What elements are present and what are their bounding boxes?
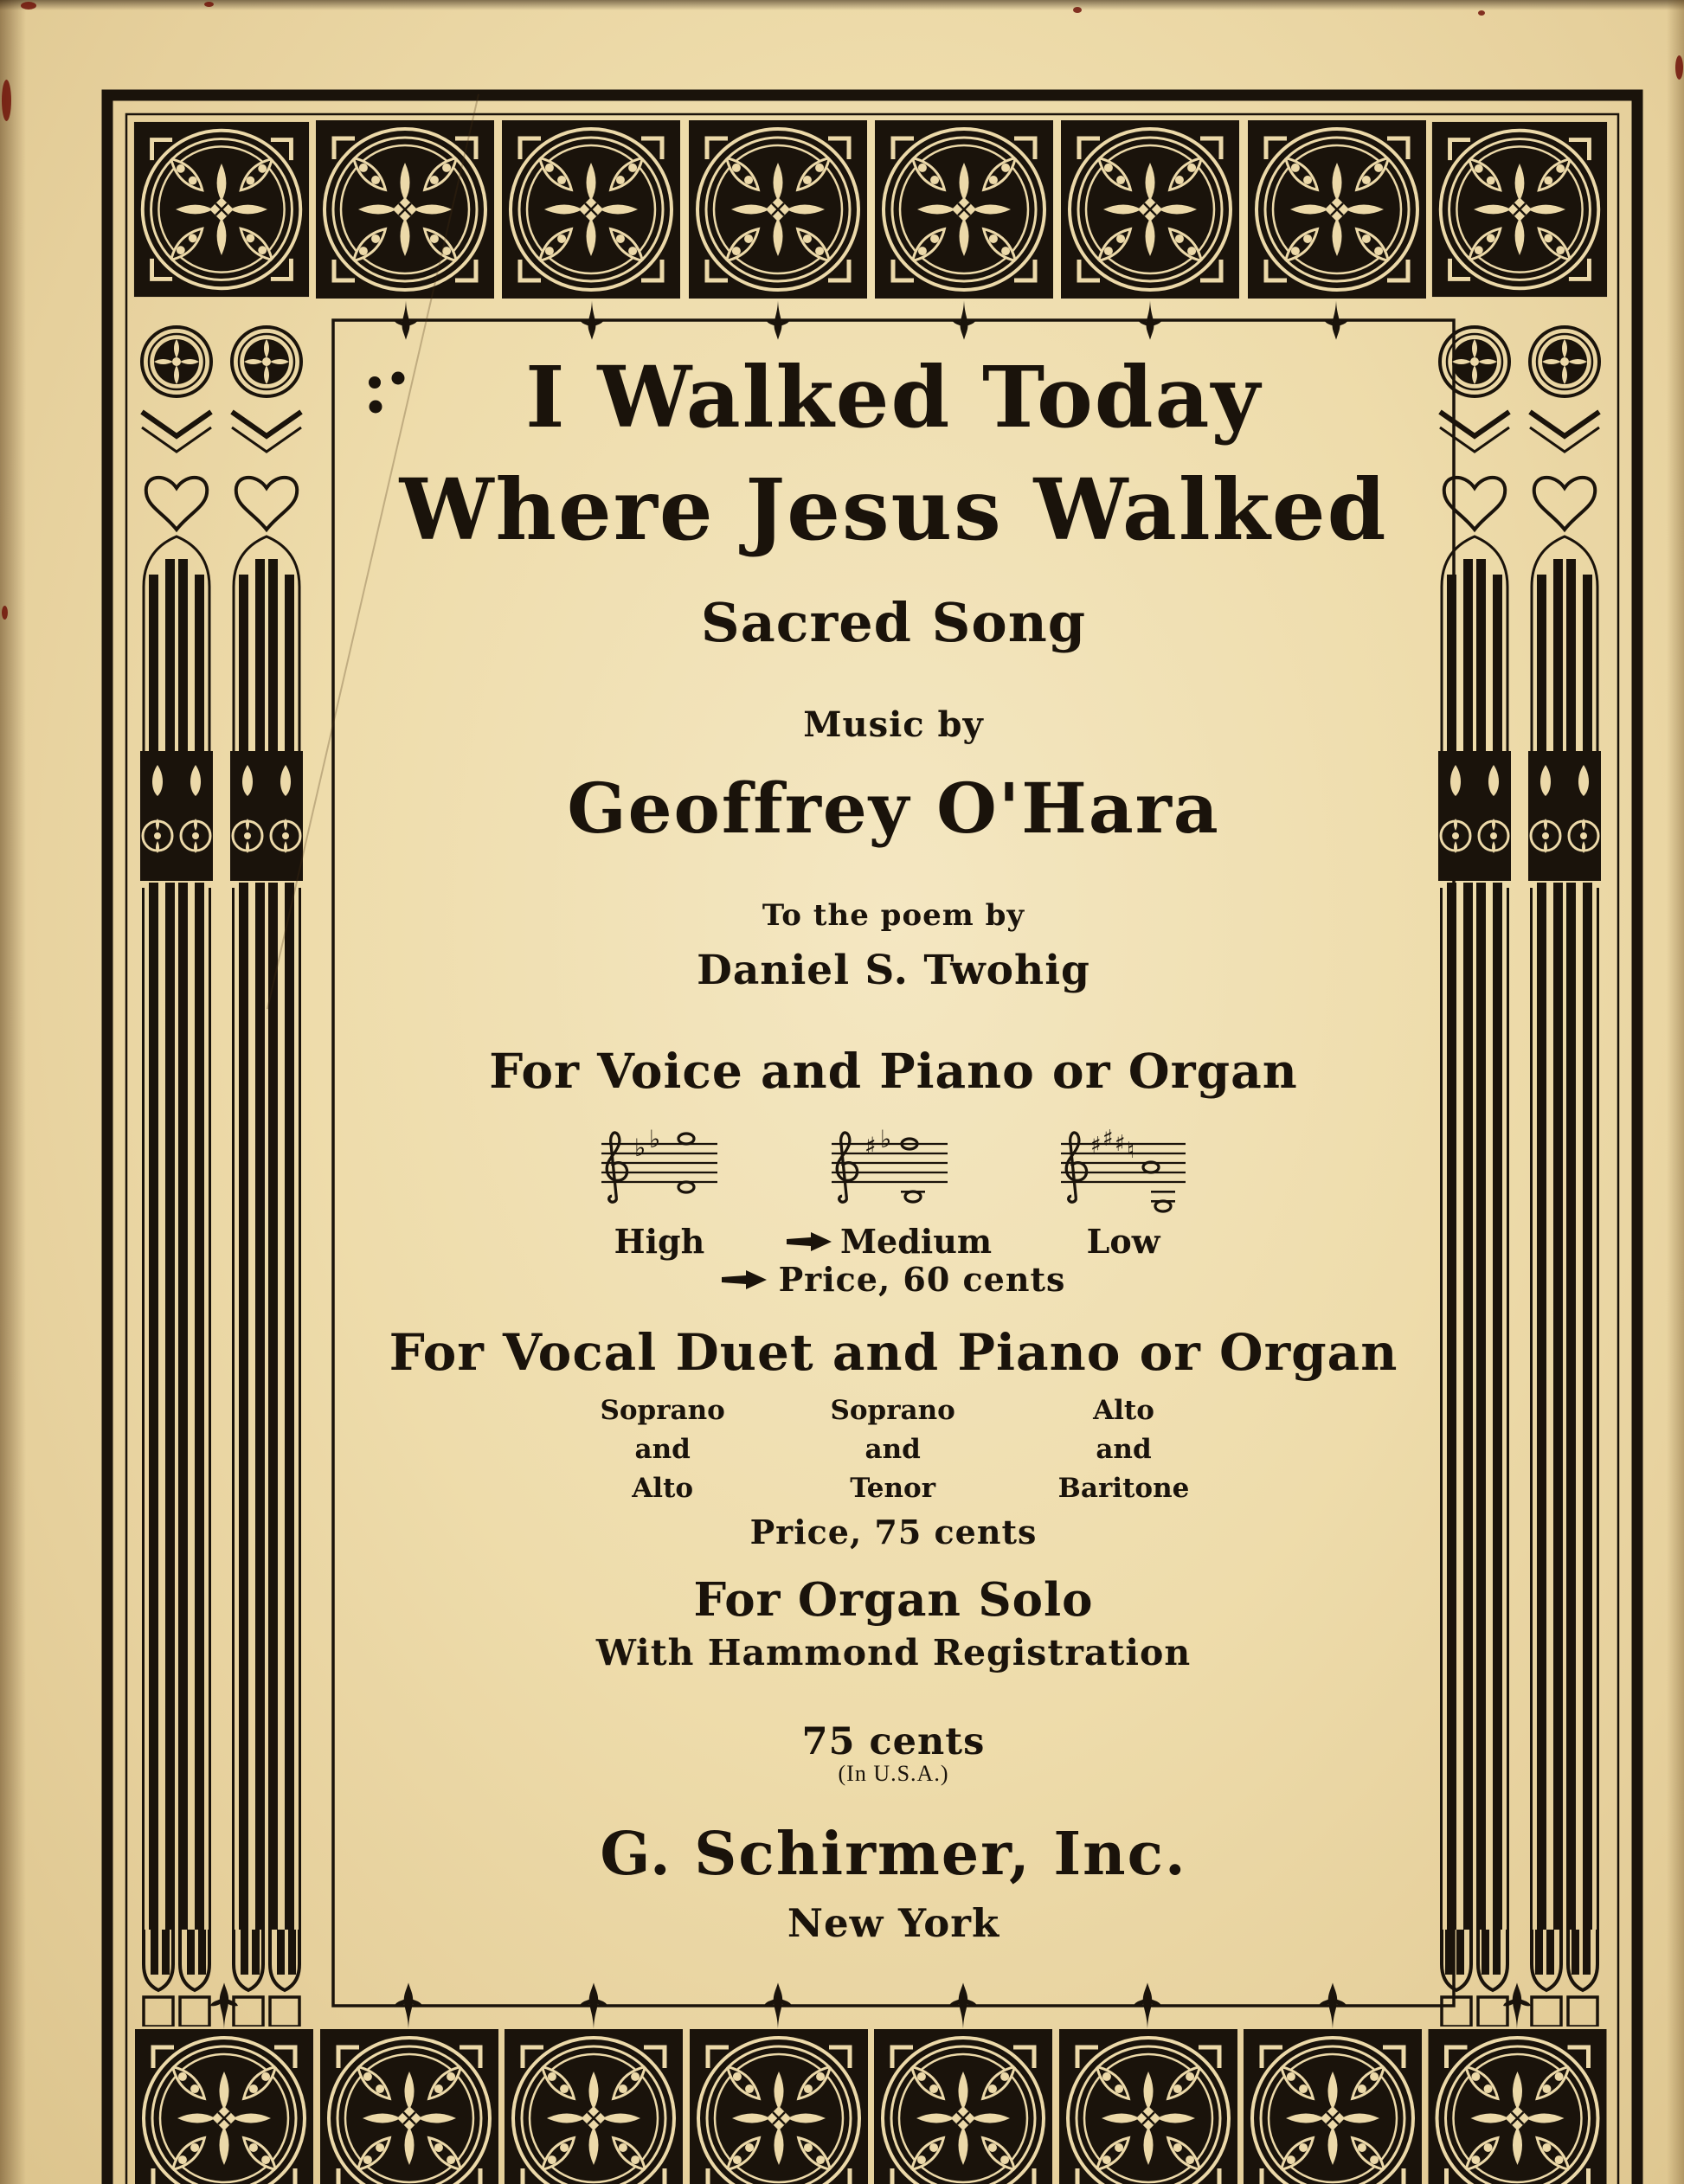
red-ink-speck bbox=[204, 2, 214, 7]
duet-combo-soprano-alto: Soprano and Alto bbox=[600, 1395, 725, 1504]
staff-medium bbox=[787, 1118, 992, 1260]
svg-text:♯: ♯ bbox=[1090, 1133, 1102, 1159]
red-ink-speck bbox=[1478, 10, 1485, 16]
organ-price: 75 cents bbox=[801, 1720, 986, 1763]
staff-low-notation bbox=[1054, 1118, 1192, 1222]
staff-medium-notation bbox=[825, 1118, 954, 1222]
border-right-column bbox=[1438, 327, 1601, 2027]
publisher-city: New York bbox=[787, 1900, 1000, 1946]
duet-combinations bbox=[333, 1391, 1454, 1508]
red-ink-speck bbox=[2, 606, 8, 620]
title-line-1: I Walked Today bbox=[525, 348, 1262, 446]
red-ink-speck bbox=[1675, 55, 1683, 80]
voice-price: Price, 60 cents bbox=[333, 1262, 1454, 1298]
staff-high-notation bbox=[595, 1118, 724, 1222]
page-edge-shadow-right bbox=[1667, 0, 1684, 2184]
poem-label: To the poem by bbox=[762, 898, 1025, 933]
duet-section-heading: For Vocal Duet and Piano or Organ bbox=[389, 1323, 1398, 1382]
title-page-content bbox=[333, 320, 1454, 2006]
duet-combo-soprano-tenor: Soprano and Tenor bbox=[830, 1395, 955, 1504]
publisher-name: G. Schirmer, Inc. bbox=[600, 1820, 1187, 1889]
key-label-medium: Medium bbox=[787, 1224, 992, 1260]
border-left-column bbox=[140, 327, 303, 2027]
voice-range-staves bbox=[333, 1118, 1454, 1260]
page-edge-shadow-top bbox=[0, 0, 1684, 10]
page-edge-shadow-left bbox=[0, 0, 26, 2184]
duet-combo-alto-baritone: Alto and Baritone bbox=[1057, 1395, 1190, 1504]
red-ink-speck bbox=[1073, 7, 1082, 13]
svg-text:♯: ♯ bbox=[864, 1132, 877, 1160]
title-line-2: Where Jesus Walked bbox=[399, 460, 1388, 559]
staff-high bbox=[595, 1118, 724, 1260]
red-ink-speck bbox=[2, 80, 11, 121]
music-by-label: Music by bbox=[803, 704, 984, 745]
svg-text:♭: ♭ bbox=[879, 1125, 891, 1153]
border-bottom-band bbox=[135, 1982, 1607, 2184]
organ-section-heading: For Organ Solo bbox=[693, 1573, 1094, 1627]
organ-price-note: (In U.S.A.) bbox=[838, 1761, 949, 1786]
red-ink-speck bbox=[21, 2, 36, 10]
border-top-band bbox=[134, 120, 1607, 340]
organ-section-subheading: With Hammond Registration bbox=[595, 1632, 1192, 1673]
svg-text:♯: ♯ bbox=[1102, 1126, 1114, 1152]
composer-name: Geoffrey O'Hara bbox=[567, 768, 1220, 849]
svg-text:♭: ♭ bbox=[648, 1125, 661, 1153]
arrow-icon bbox=[787, 1230, 832, 1253]
svg-text:♭: ♭ bbox=[633, 1134, 646, 1162]
svg-text:♮: ♮ bbox=[1127, 1138, 1135, 1164]
svg-text:♯: ♯ bbox=[1115, 1131, 1126, 1157]
key-label-high: High bbox=[614, 1222, 705, 1261]
poet-name: Daniel S. Twohig bbox=[697, 947, 1090, 994]
duet-price: Price, 75 cents bbox=[749, 1513, 1038, 1551]
key-label-low: Low bbox=[1086, 1222, 1160, 1261]
voice-section-heading: For Voice and Piano or Organ bbox=[489, 1043, 1298, 1099]
subtitle: Sacred Song bbox=[700, 591, 1087, 654]
staff-low bbox=[1054, 1118, 1192, 1260]
arrow-icon bbox=[722, 1269, 767, 1291]
